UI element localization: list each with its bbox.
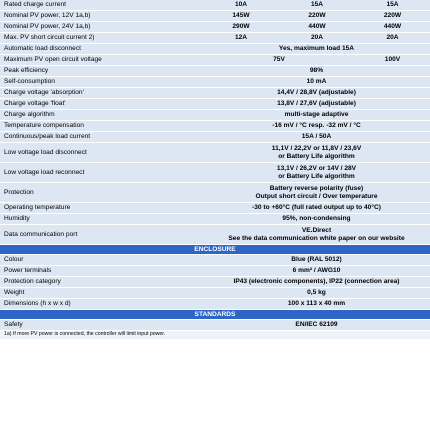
value-line: 11,1V / 22,2V or 11,8V / 23,6V	[271, 145, 362, 153]
value-line: 13,1V / 26,2V or 14V / 28V	[276, 165, 357, 173]
row-label: Low voltage load reconnect	[0, 163, 203, 183]
row-label: Max. PV short circuit current 2)	[0, 33, 203, 44]
section-title: ENCLOSURE	[0, 245, 430, 255]
spec-row	[0, 266, 430, 277]
value-line: or Battery Life algorithm	[278, 172, 355, 180]
section-header-standards	[0, 310, 430, 320]
spec-row	[0, 203, 430, 214]
row-value: 100V	[355, 55, 430, 66]
row-label: Peak efficiency	[0, 66, 203, 77]
row-label: Nominal PV power, 12V 1a,b)	[0, 11, 203, 22]
spec-row	[0, 99, 430, 110]
spec-row	[0, 22, 430, 33]
row-value	[203, 225, 430, 245]
section-header-enclosure	[0, 245, 430, 255]
row-value: 75V	[203, 55, 355, 66]
spec-row	[0, 55, 430, 66]
row-label: Charge voltage 'absorption'	[0, 88, 203, 99]
row-label: Humidity	[0, 214, 203, 225]
spec-row	[0, 66, 430, 77]
footnote-row	[0, 331, 430, 340]
row-label: Nominal PV power, 24V 1a,b)	[0, 22, 203, 33]
row-label: Weight	[0, 288, 203, 299]
row-label: Temperature compensation	[0, 121, 203, 132]
spec-row	[0, 288, 430, 299]
row-value: 290W	[203, 22, 279, 33]
spec-row	[0, 132, 430, 143]
row-value: 220W	[279, 11, 355, 22]
row-value: 20A	[355, 33, 430, 44]
row-value: 10A	[203, 0, 279, 11]
spec-row	[0, 77, 430, 88]
row-value: 440W	[279, 22, 355, 33]
value-line: Battery reverse polarity (fuse)	[269, 185, 364, 193]
row-value: Blue (RAL 5012)	[203, 255, 430, 266]
row-value: 20A	[279, 33, 355, 44]
row-value: EN/IEC 62109	[203, 320, 430, 331]
row-value: 220W	[355, 11, 430, 22]
row-label: Protection	[0, 183, 203, 203]
row-label: Safety	[0, 320, 203, 331]
spec-row	[0, 255, 430, 266]
row-label: Colour	[0, 255, 203, 266]
row-value: 12A	[203, 33, 279, 44]
row-value: 13,8V / 27,6V (adjustable)	[203, 99, 430, 110]
spec-row	[0, 214, 430, 225]
spec-row	[0, 110, 430, 121]
row-value: 95%, non-condensing	[203, 214, 430, 225]
row-value: -16 mV / °C resp. -32 mV / °C	[203, 121, 430, 132]
row-value: 0,5 kg	[203, 288, 430, 299]
row-label: Power terminals	[0, 266, 203, 277]
row-value	[203, 183, 430, 203]
spec-row	[0, 299, 430, 310]
footnote: 1a) If more PV power is connected, the controller will limit input power.	[0, 331, 430, 340]
spec-row	[0, 11, 430, 22]
row-value	[203, 143, 430, 163]
row-label: Charge voltage 'float'	[0, 99, 203, 110]
value-line: or Battery Life algorithm	[278, 152, 355, 160]
row-value: multi-stage adaptive	[203, 110, 430, 121]
row-value: 440W	[355, 22, 430, 33]
row-value: 15A / 50A	[203, 132, 430, 143]
spec-row	[0, 121, 430, 132]
value-line: Output short circuit / Over temperature	[255, 192, 378, 200]
row-value: -30 to +60°C (full rated output up to 40°C)	[203, 203, 430, 214]
row-label: Dimensions (h x w x d)	[0, 299, 203, 310]
row-value: 15A	[355, 0, 430, 11]
row-label: Automatic load disconnect	[0, 44, 203, 55]
spec-row	[0, 33, 430, 44]
value-line: See the data communication white paper on our website	[228, 234, 405, 242]
row-label: Operating temperature	[0, 203, 203, 214]
spec-row	[0, 225, 430, 245]
spec-row	[0, 0, 430, 11]
spec-row	[0, 320, 430, 331]
row-label: Continuous/peak load current	[0, 132, 203, 143]
row-label: Data communication port	[0, 225, 203, 245]
spec-row	[0, 143, 430, 163]
row-value: 15A	[279, 0, 355, 11]
value-line: VE.Direct	[301, 227, 332, 235]
row-value: 6 mm² / AWG10	[203, 266, 430, 277]
row-label: Rated charge current	[0, 0, 203, 11]
row-value: 100 x 113 x 40 mm	[203, 299, 430, 310]
row-label: Charge algorithm	[0, 110, 203, 121]
row-label: Maximum PV open circuit voltage	[0, 55, 203, 66]
row-value: 145W	[203, 11, 279, 22]
spec-row	[0, 88, 430, 99]
row-value: Yes, maximum load 15A	[203, 44, 430, 55]
spec-row	[0, 183, 430, 203]
spec-row	[0, 44, 430, 55]
row-value: 14,4V / 28,8V (adjustable)	[203, 88, 430, 99]
row-value: 98%	[203, 66, 430, 77]
row-value	[203, 163, 430, 183]
section-title: STANDARDS	[0, 310, 430, 320]
row-value: 10 mA	[203, 77, 430, 88]
row-label: Self-consumption	[0, 77, 203, 88]
row-label: Protection category	[0, 277, 203, 288]
row-value: IP43 (electronic components), IP22 (connection area)	[203, 277, 430, 288]
row-label: Low voltage load disconnect	[0, 143, 203, 163]
spec-row	[0, 277, 430, 288]
spec-row	[0, 163, 430, 183]
